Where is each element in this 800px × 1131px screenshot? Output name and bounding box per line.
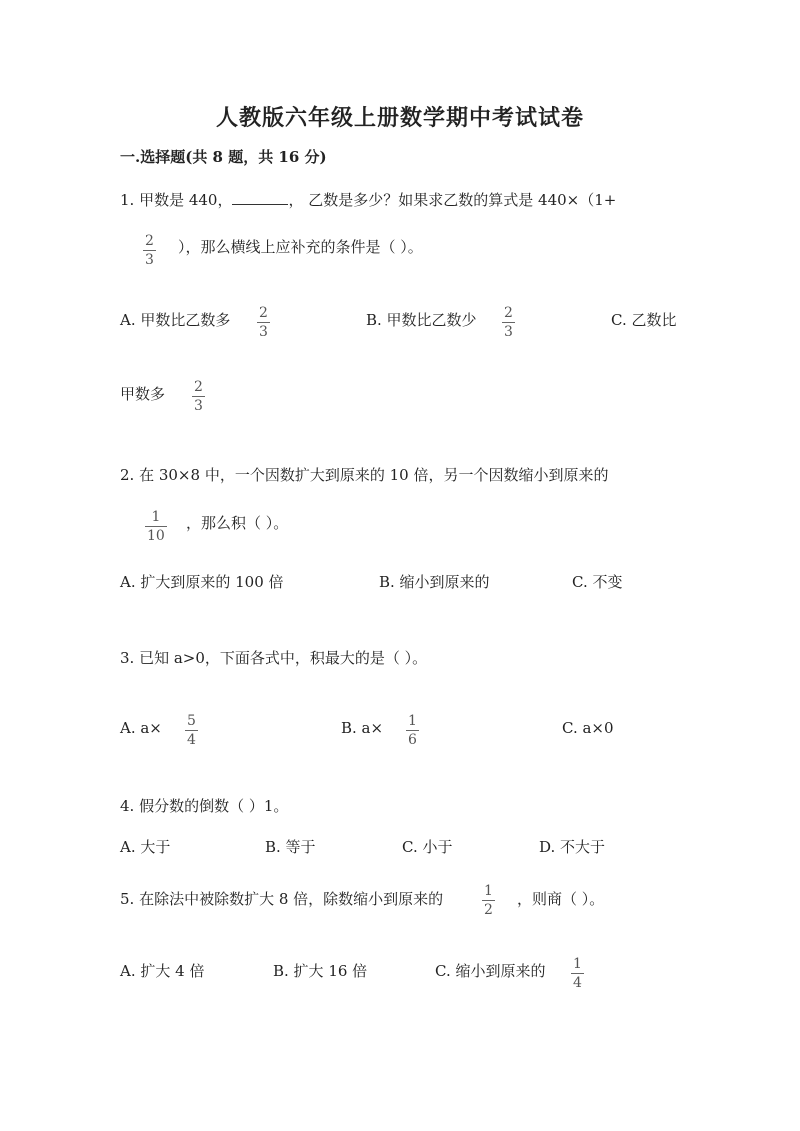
q5-option-b[interactable]: B. 扩大 16 倍 (273, 962, 368, 980)
q4-option-a[interactable]: A. 大于 (120, 838, 171, 856)
q2-option-b[interactable]: B. 缩小到原来的 (379, 573, 490, 591)
q2-fraction: 1 10 (147, 509, 165, 544)
q3-option-b[interactable]: B. a× (341, 719, 384, 737)
q1-option-a[interactable]: A. 甲数比乙数多 (120, 311, 231, 329)
q3-option-b-fraction: 1 6 (408, 713, 417, 748)
q3-option-c[interactable]: C. a×0 (562, 719, 614, 737)
q5-option-c-fraction: 1 4 (573, 956, 582, 991)
q3-option-a-fraction: 5 4 (187, 713, 196, 748)
q1-option-a-fraction: 2 3 (259, 305, 268, 340)
q4-text: 4. 假分数的倒数（ ）1。 (120, 797, 289, 815)
exam-title: 人教版六年级上册数学期中考试试卷 (215, 105, 584, 131)
q1-option-b[interactable]: B. 甲数比乙数少 (366, 311, 477, 329)
q4-option-b[interactable]: B. 等于 (265, 838, 316, 856)
q1-option-c[interactable]: C. 乙数比 (611, 311, 677, 329)
q1-text-start: 1. 甲数是 440， (120, 191, 233, 209)
q2-option-a[interactable]: A. 扩大到原来的 100 倍 (120, 573, 284, 591)
section-heading: 一.选择题(共 8 题，共 16 分) (120, 148, 327, 166)
q5-option-c[interactable]: C. 缩小到原来的 (435, 962, 546, 980)
answer-blank (232, 192, 288, 205)
q2-text-line1: 2. 在 30×8 中，一个因数扩大到原来的 10 倍，另一个因数缩小到原来的 (120, 466, 609, 484)
q5-fraction: 1 2 (484, 883, 493, 918)
q4-option-d[interactable]: D. 不大于 (539, 838, 606, 856)
q5-text-end: ，则商（ ）。 (517, 890, 605, 908)
q5-text-start: 5. 在除法中被除数扩大 8 倍，除数缩小到原来的 (120, 890, 444, 908)
q3-option-a[interactable]: A. a× (120, 719, 162, 737)
q3-text: 3. 已知 a>0，下面各式中，积最大的是（ ）。 (120, 649, 428, 667)
q1-option-b-fraction: 2 3 (504, 305, 513, 340)
q1-option-c-continued: 甲数多 (120, 385, 166, 403)
q2-text-line2: ，那么积（ ）。 (186, 514, 289, 532)
q1-option-c-fraction: 2 3 (194, 379, 203, 414)
q4-option-c[interactable]: C. 小于 (402, 838, 453, 856)
q1-text-end: ， 乙数是多少？如果求乙数的算式是 440×（1+ (288, 191, 617, 209)
q5-option-a[interactable]: A. 扩大 4 倍 (120, 962, 205, 980)
q1-fraction: 2 3 (145, 233, 154, 268)
q2-option-c[interactable]: C. 不变 (572, 573, 623, 591)
q1-text-line2: ），那么横线上应补充的条件是（ ）。 (178, 238, 423, 256)
